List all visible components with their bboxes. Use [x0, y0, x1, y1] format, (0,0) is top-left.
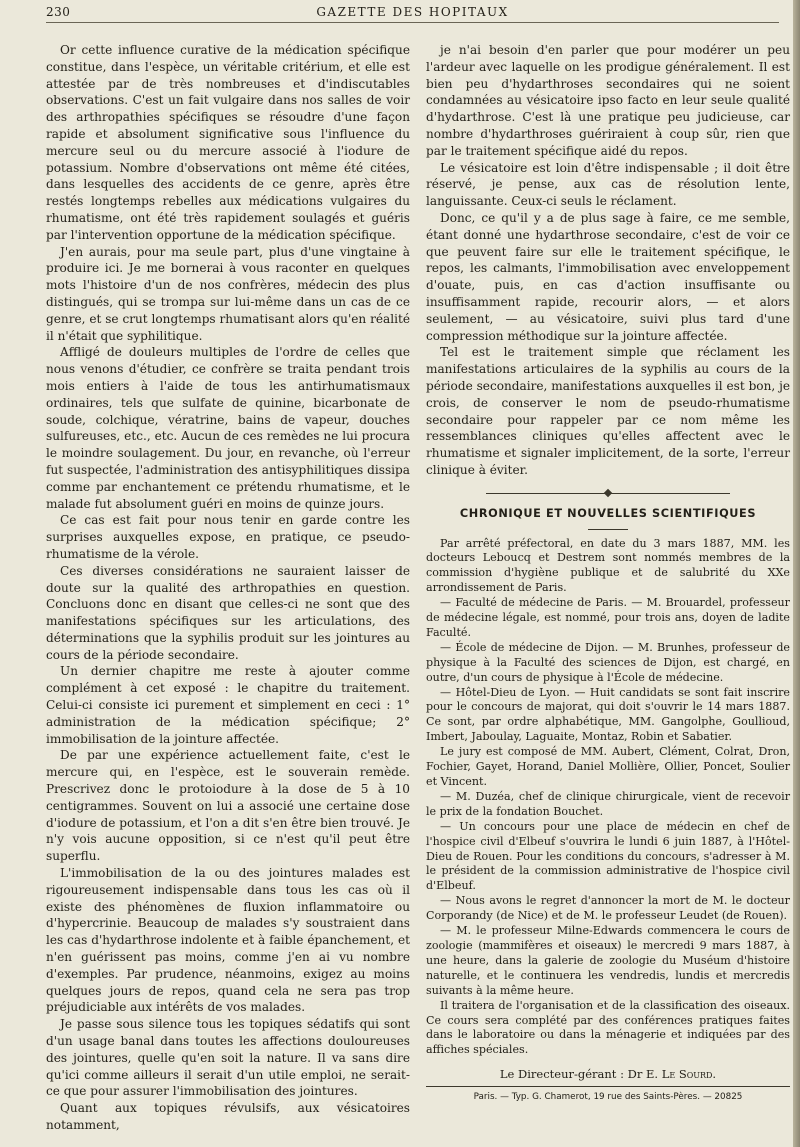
paragraph: J'en aurais, pour ma seule part, plus d'une vingtaine à produire ici. Je me bornerai à vous raconter en quelques mots l'histoire d'un de nos confrères, médecin des plus distingués, qui se trompa sur lui-même dans un cas de ce genre, et se crut longtemps rhumatisant alors qu'en réalité il n'était que syphilitique. [46, 244, 410, 343]
news-item: Le jury est composé de MM. Aubert, Clément, Colrat, Dron, Fochier, Gayet, Horand, Daniel Mollière, Ollier, Poncet, Soulier et Vincent. [426, 745, 790, 789]
paragraph: je n'ai besoin d'en parler que pour modérer un peu l'ardeur avec laquelle on les prodigue généralement. Il est bien peu d'hydarthroses secondaires qui ne soient condamnées au vésicatoire ipso facto en leur seule qualité d'hydarthrose. C'est là une pratique peu judicieuse, car nombre d'hydarthroses guériraient à coup sûr, rien que par le traitement spécifique aidé du repos. [426, 43, 790, 158]
news-item: — M. Duzéa, chef de clinique chirurgicale, vient de recevoir le prix de la fondation Bouchet. [426, 789, 790, 818]
printer-imprint: Paris. — Typ. G. Chamerot, 19 rue des Saints-Pères. — 20825 [473, 1092, 743, 1103]
paragraph: Donc, ce qu'il y a de plus sage à faire, ce me semble, étant donné une hydarthrose secondaire, c'est de voir ce que peuvent faire sur elle le traitement spécifique, le repos, les calmants, l'immobilisation avec enveloppement d'ouate, puis, en cas d'action insuffisante ou insuffisamment rapide, recourir alors, — et alors seulement, — au vésicatoire, suivi plus tard d'une compression méthodique sur la jointure affectée. [426, 210, 790, 343]
news-item: — Hôtel-Dieu de Lyon. — Huit candidats se sont fait inscrire pour le concours de majorat, qui doit s'ouvrir le 14 mars 1887. Ce sont, par ordre alphabétique, MM. Gangolphe, Goullioud, Imbert, Jaboulay, Laguaite, Montaz, Robin et Sabatier. [426, 685, 790, 744]
section-title: CHRONIQUE ET NOUVELLES SCIENTIFIQUES [459, 506, 757, 520]
left-column [46, 42, 410, 1134]
paragraph: Quant aux topiques révulsifs, aux vésicatoires notamment, [46, 1101, 410, 1132]
signature-line [426, 1066, 790, 1083]
signature-name: Le Sourd. [661, 1067, 717, 1082]
paragraph: De par une expérience actuellement faite, c'est le mercure qui, en l'espèce, est le souverain remède. Prescrivez donc le protoiodure à la dose de 5 à 10 centigrammes. Souvent on lui a associé une certaine dose d'iodure de potassium, et l'on a dit s'en être bien trouvé. Je n'y vois aucune opposition, si ce n'est qu'il peut être superflu. [46, 748, 410, 864]
imprint-rule [426, 1086, 790, 1087]
news-item: — Nous avons le regret d'annoncer la mort de M. le docteur Corporandy (de Nice) et de M. le professeur Leudet (de Rouen). [426, 894, 790, 923]
journal-title: GAZETTE DES HOPITAUX [316, 5, 509, 19]
news-item: Il traitera de l'organisation et de la classification des oiseaux. Ce cours sera complété par des conférences pratiques faites dans le laboratoire ou dans la ménagerie et indiquées par des affiches spéciales. [426, 998, 790, 1057]
paragraph: Tel est le traitement simple que réclament les manifestations articulaires de la syphilis au cours de la période secondaire, manifestations auxquelles il est bon, je crois, de conserver le nom de pseudo-rhumatisme secondaire pour rappeler par ce nom même les ressemblances cliniques qu'elles affectent avec le rhumatisme et signaler implicitement, de la sorte, l'erreur clinique à éviter. [426, 345, 790, 477]
divider-ornament [604, 488, 612, 496]
signature-prefix: Le Directeur-gérant : Dr E. [499, 1067, 662, 1082]
paragraph: Le vésicatoire est loin d'être indispensable ; il doit être réservé, je pense, aux cas de résolution lente, languissante. Ceux-ci seuls le réclament. [426, 160, 790, 209]
news-item: — École de médecine de Dijon. — M. Brunhes, professeur de physique à la Faculté des sciences de Dijon, est chargé, en outre, d'un cours de physique à l'École de médecine. [426, 640, 790, 684]
news-item: — Faculté de médecine de Paris. — M. Brouardel, professeur de médecine légale, est nommé, pour trois ans, doyen de ladite Faculté. [426, 596, 790, 639]
paragraph: Un dernier chapitre me reste à ajouter comme complément à cet exposé : le chapitre du traitement. Celui-ci consiste ici purement et simplement en ceci : 1° administration de la médication spécifique; 2° immobilisation de la jointure affectée. [46, 664, 410, 746]
paragraph: Ces diverses considérations ne sauraient laisser de doute sur la qualité des arthropathies en question. Concluons donc en disant que celles-ci ne sont que des manifestations spécifiques sur les articulations, des déterminations que la syphilis produit sur les jointures au cours de la période secondaire. [46, 563, 410, 662]
right-column [426, 42, 790, 1106]
ornamental-divider [426, 486, 790, 500]
page-edge [793, 0, 800, 1147]
section-rule [588, 529, 628, 530]
paragraph: Je passe sous silence tous les topiques sédatifs qui sont d'un usage banal dans toutes les affections douloureuses des jointures, quelle qu'en soit la nature. Il va sans dire qu'ici comme ailleurs il serait d'un utile emploi, ne serait-ce que pour assurer l'immobilisation des jointures. [46, 1017, 410, 1099]
news-item: — Un concours pour une place de médecin en chef de l'hospice civil d'Elbeuf s'ouvrira le lundi 6 juin 1887, à l'Hôtel-Dieu de Rouen. Pour les conditions du concours, s'adresser à M. le président de la commission administrative de l'hospice civil d'Elbeuf. [426, 819, 790, 893]
paragraph: L'immobilisation de la ou des jointures malades est rigoureusement indispensable dans tous les cas où il existe des phénomènes de fluxion inflammatoire ou d'hypercrinie. Beaucoup de malades s'y soustraient dans les cas d'hydarthrose indolente et à faible épanchement, et n'en guérissent pas moins, comme j'en ai vu nombre d'exemples. Par prudence, néanmoins, exigez au moins quelques jours de repos, quand cela ne sera pas trop préjudiciable aux intérêts de vos malades. [46, 866, 410, 1015]
page-header [46, 4, 779, 23]
paragraph: Ce cas est fait pour nous tenir en garde contre les surprises auxquelles expose, en pratique, ce pseudo-rhumatisme de la vérole. [46, 513, 410, 561]
news-item: Par arrêté préfectoral, en date du 3 mars 1887, MM. les docteurs Leboucq et Destrem sont nommés membres de la commission d'hygiène publique et de salubrité du XXe arrondissement de Paris. [426, 536, 790, 595]
paragraph: Affligé de douleurs multiples de l'ordre de celles que nous venons d'étudier, ce confrère se traita pendant trois mois entiers à l'aide de tous les antirhumatismaux ordinaires, tels que sulfate de quinine, bicarbonate de soude, colchique, vératrine, bains de vapeur, douches sulfureuses, etc., etc. Aucun de ces remèdes ne lui procura le moindre soulagement. Du jour, en revanche, où l'erreur fut suspectée, l'administration des antisyphilitiques dissipa comme par enchantement ce prétendu rhumatisme, et le malade fut absolument guéri en moins de quinze jours. [46, 345, 410, 511]
news-item: — M. le professeur Milne-Edwards commencera le cours de zoologie (mammifères et oiseaux) le mercredi 9 mars 1887, à une heure, dans la galerie de zoologie du Muséum d'histoire naturelle, et le continuera les vendredis, lundis et mercredis suivants à la même heure. [426, 924, 790, 997]
page-number: 230 [46, 5, 71, 19]
paragraph: Or cette influence curative de la médication spécifique constitue, dans l'espèce, un véritable critérium, et elle est attestée par de très nombreuses et d'indiscutables observations. C'est un fait vulgaire dans nos salles de voir des arthropathies spécifiques se résoudre d'une façon rapide et absolument significative sous l'influence du mercure seul ou du mercure associé à l'iodure de potassium. Nombre d'observations ont même été citées, dans lesquelles des accidents de ce genre, après être restés longtemps rebelles aux médications vulgaires du rhumatisme, ont été très rapidement soulagés et guéris par l'intervention opportune de la médication spécifique. [46, 43, 410, 242]
